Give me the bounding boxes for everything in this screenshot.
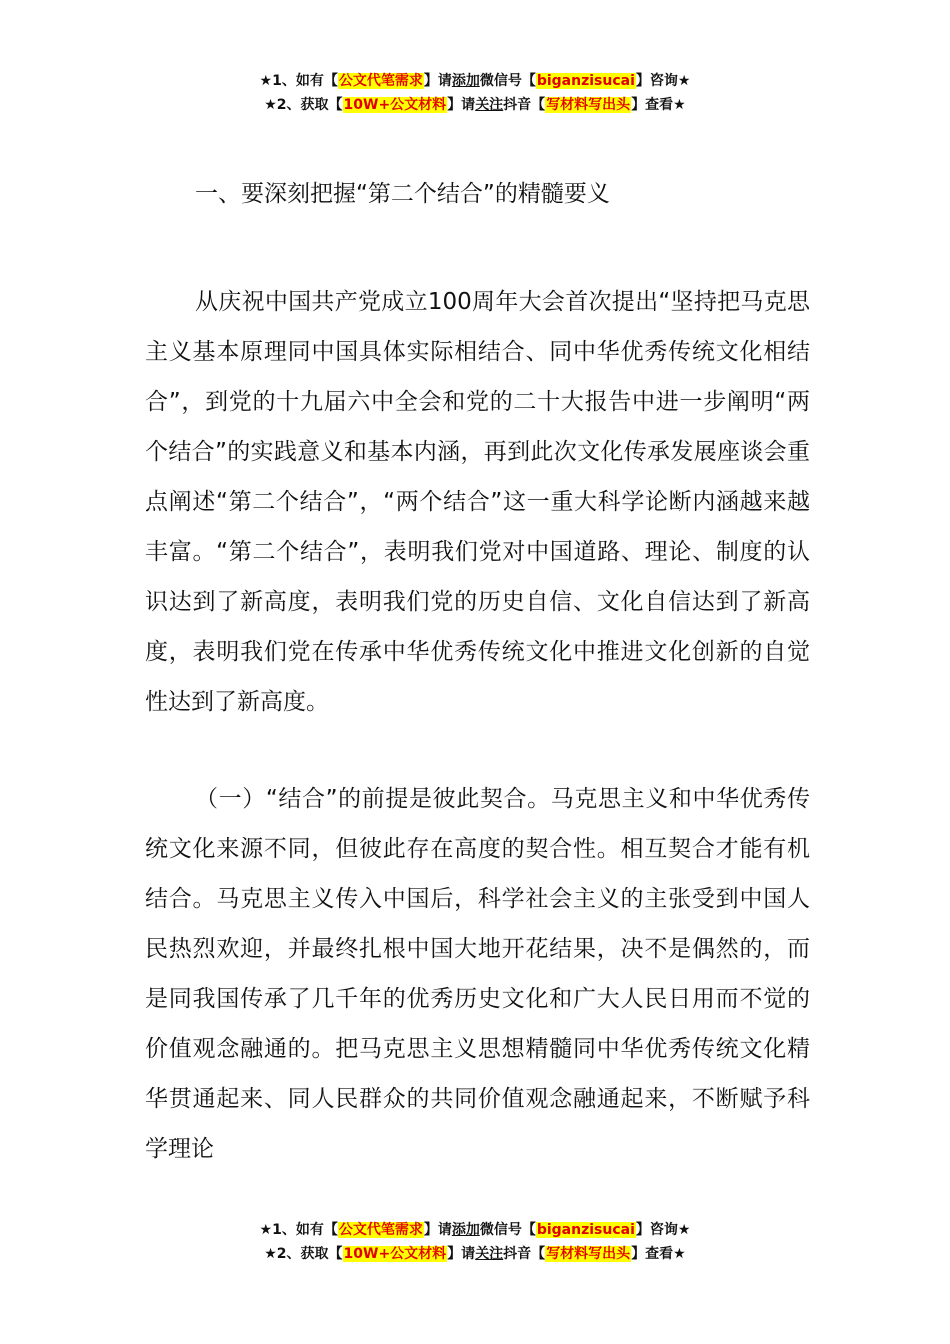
highlight-douyin-account: 写材料写出头 — [546, 1246, 631, 1262]
promo-line-2: ★2、获取【10W+公文材料】请关注抖音【写材料写出头】查看★ — [264, 97, 686, 113]
document-body — [145, 168, 810, 1162]
highlight-wechat-id: biganzisucai — [536, 73, 635, 89]
highlight-service: 公文代笔需求 — [338, 73, 423, 89]
promo-line-1: ★1、如有【公文代笔需求】请添加微信号【biganzisucai】咨询★ — [259, 1222, 691, 1238]
highlight-service: 公文代笔需求 — [338, 1222, 423, 1238]
paragraph-2: （一）“结合”的前提是彼此契合。马克思主义和中华优秀传统文化来源不同，但彼此存在高度的契合性。相互契合才能有机结合。马克思主义传入中国后，科学社会主义的主张受到中国人民热烈欢迎，并最终扎根中国大地开花结果，决不是偶然的，而是同我国传承了几千年的优秀历史文化和广大人民日用而不觉的价值观念融通的。把马克思主义思想精髓同中华优秀传统文化精华贯通起来、同人民群众的共同价值观念融通起来，不断赋予科学理论 — [145, 786, 810, 1162]
promo-line-2: ★2、获取【10W+公文材料】请关注抖音【写材料写出头】查看★ — [264, 1246, 686, 1262]
promo-banner-top — [0, 69, 950, 117]
section-heading: 一、要深刻把握“第二个结合”的精髓要义 — [195, 181, 610, 207]
highlight-materials: 10W+公文材料 — [343, 97, 447, 113]
highlight-materials: 10W+公文材料 — [343, 1246, 447, 1262]
highlight-wechat-id: biganzisucai — [536, 1222, 635, 1238]
paragraph-1: 从庆祝中国共产党成立100周年大会首次提出“坚持把马克思主义基本原理同中国具体实际相结合、同中华优秀传统文化相结合”，到党的十九届六中全会和党的二十大报告中进一步阐明“两个结合”的实践意义和基本内涵，再到此次文化传承发展座谈会重点阐述“第二个结合”，“两个结合”这一重大科学论断内涵越来越丰富。“第二个结合”，表明我们党对中国道路、理论、制度的认识达到了新高度，表明我们党的历史自信、文化自信达到了新高度，表明我们党在传承中华优秀传统文化中推进文化创新的自觉性达到了新高度。 — [145, 289, 810, 715]
highlight-douyin-account: 写材料写出头 — [546, 97, 631, 113]
promo-line-1: ★1、如有【公文代笔需求】请添加微信号【biganzisucai】咨询★ — [259, 73, 691, 89]
promo-banner-bottom — [0, 1218, 950, 1266]
